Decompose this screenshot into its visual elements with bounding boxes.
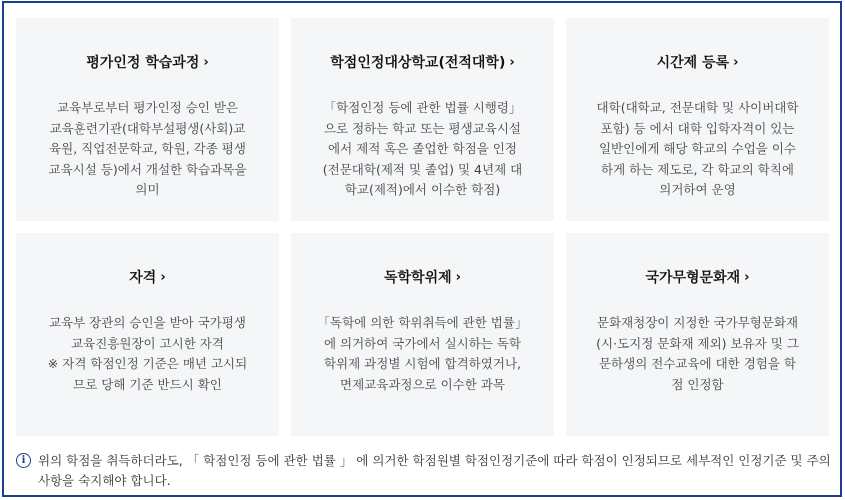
card-title-text: 독학학위제 [384, 270, 452, 286]
card-self-study-degree [291, 233, 554, 436]
card-title-link[interactable] [384, 267, 461, 287]
card-description: 문화재청장이 지정한 국가무형문화재 (시·도지정 문화재 제외) 보유자 및 그 문하생의 전수교육에 대한 경험을 학 점 인정함 [596, 315, 799, 392]
card-part-time-registration [566, 18, 829, 221]
card-title-link[interactable] [657, 52, 739, 72]
category-grid [16, 18, 829, 436]
card-description: 대학(대학교, 전문대학 및 사이버대학 포함) 등 에서 대학 입학자격이 있는 일반인에게 해당 학교의 수업을 이수 하게 하는 제도로, 각 학교의 학칙에 의거하여 운영 [596, 100, 799, 197]
card-evaluation-course [16, 18, 279, 221]
card-title-link[interactable] [330, 52, 514, 72]
notice-message [16, 451, 836, 491]
chevron-right-icon: › [509, 54, 515, 70]
card-description: 교육부 장관의 승인을 받아 국가평생 교육진흥원장이 고시한 자격 ※ 자격 학점인정 기준은 매년 고시되 므로 당해 기준 반드시 확인 [47, 315, 248, 392]
card-description: 교육부로부터 평가인정 승인 받은 교육훈련기관(대학부설평생(사회)교 육원, 직업전문학교, 학원, 각종 평생 교육시설 등)에서 개설한 학습과목을 의미 [48, 100, 247, 197]
card-title-text: 자격 [129, 270, 157, 286]
card-intangible-heritage [566, 233, 829, 436]
card-description: 「독학에 의한 학위취득에 관한 법률」 에 의거하여 국가에서 실시하는 독학 학위제 과정별 시험에 합격하였거나, 면제교육과정으로 이수한 과목 [317, 315, 528, 392]
card-title-text: 평가인정 학습과정 [86, 55, 200, 71]
chevron-right-icon: › [160, 269, 166, 285]
card-title-link[interactable] [86, 52, 208, 72]
card-title-text: 국가무형문화재 [645, 270, 741, 286]
card-title-link[interactable] [645, 267, 749, 287]
card-description: 「학점인정 등에 관한 법률 시행령」 으로 정하는 학교 또는 평생교육시설 에서 제적 혹은 졸업한 학점을 인정 (전문대학(제적 및 졸업) 및 4년제 대 학교(제적)에서 이수한 학점) [322, 100, 523, 197]
card-certification [16, 233, 279, 436]
notice-text: 위의 학점을 취득하더라도, 「 학점인정 등에 관한 법률 」 에 의거한 학점원별 학점인정기준에 따라 학점이 인정되므로 세부적인 인정기준 및 주의사항을 숙지해야 합니다. [38, 453, 831, 488]
card-credit-school [291, 18, 554, 221]
chevron-right-icon: › [744, 269, 750, 285]
chevron-right-icon: › [455, 269, 461, 285]
info-circle-icon: i [16, 453, 31, 468]
chevron-right-icon: › [733, 54, 739, 70]
card-title-link[interactable] [129, 267, 165, 287]
card-title-text: 시간제 등록 [656, 55, 730, 71]
info-panel [2, 1, 842, 497]
chevron-right-icon: › [203, 54, 209, 70]
card-title-text: 학점인정대상학교(전적대학) [330, 55, 506, 71]
